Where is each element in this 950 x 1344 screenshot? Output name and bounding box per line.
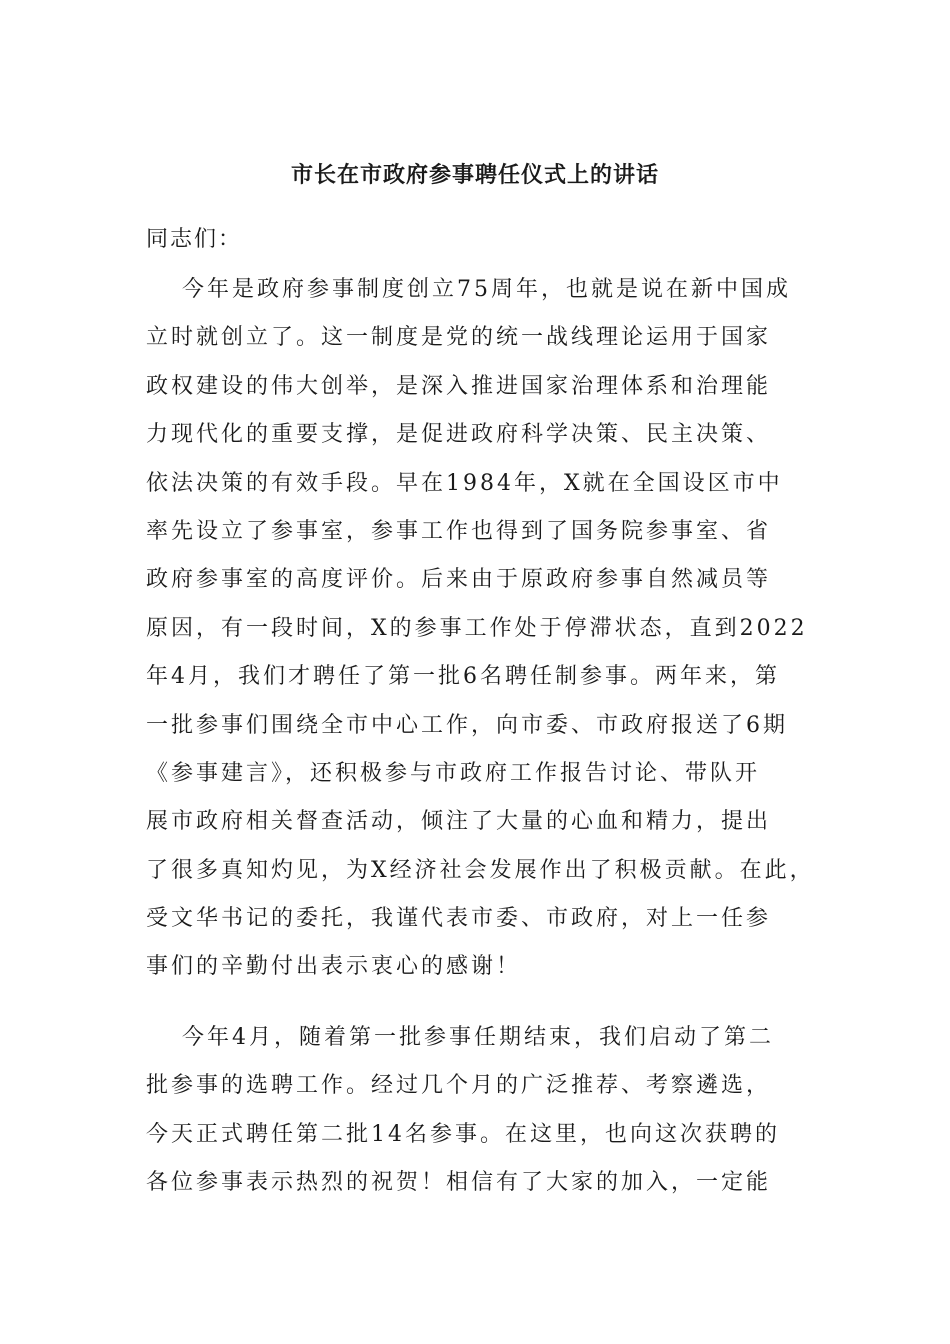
- paragraph-line: 今年4月，随着第一批参事任期结束，我们启动了第二: [182, 1025, 774, 1050]
- paragraph-line: 一批参事们围绕全市中心工作，向市委、市政府报送了6期: [146, 712, 788, 738]
- paragraph-line: 受文华书记的委托，我谨代表市委、市政府，对上一任参: [146, 906, 772, 932]
- document-title: 市长在市政府参事聘任仪式上的讲话: [290, 162, 659, 188]
- paragraph-line: 依法决策的有效手段。早在1984年，X就在全国设区市中: [146, 470, 783, 496]
- paragraph-line: 批参事的选聘工作。经过几个月的广泛推荐、考察遴选，: [146, 1073, 772, 1099]
- paragraph-line: 政府参事室的高度评价。后来由于原政府参事自然减员等: [146, 567, 772, 593]
- paragraph-line: 年4月，我们才聘任了第一批6名聘任制参事。两年来，第: [146, 664, 780, 690]
- paragraph-2: [146, 1014, 826, 1208]
- paragraph-line: 了很多真知灼见，为X经济社会发展作出了积极贡献。在此，: [146, 857, 815, 883]
- paragraph-line: 力现代化的重要支撑，是促进政府科学决策、民主决策、: [146, 422, 772, 448]
- paragraph-line: 政权建设的伟大创举，是深入推进国家治理体系和治理能: [146, 373, 772, 399]
- paragraph-line: 各位参事表示热烈的祝贺！相信有了大家的加入，一定能: [146, 1170, 772, 1196]
- paragraph-line: 今天正式聘任第二批14名参事。在这里，也向这次获聘的: [146, 1121, 780, 1147]
- paragraph-line: 展市政府相关督查活动，倾注了大量的心血和精力，提出: [146, 809, 772, 835]
- paragraph-line: 立时就创立了。这一制度是党的统一战线理论运用于国家: [146, 325, 772, 351]
- paragraph-line: 率先设立了参事室，参事工作也得到了国务院参事室、省: [146, 518, 772, 544]
- paragraph-1: [146, 266, 826, 992]
- paragraph-line: 《参事建言》，还积极参与市政府工作报告讨论、带队开: [146, 760, 761, 786]
- paragraph-line: 事们的辛勤付出表示衷心的感谢！: [146, 954, 522, 980]
- salutation: 同志们：: [146, 227, 243, 252]
- paragraph-line: 今年是政府参事制度创立75周年，也就是说在新中国成: [182, 277, 791, 302]
- paragraph-line: 原因，有一段时间，X的参事工作处于停滞状态，直到2022: [146, 615, 808, 641]
